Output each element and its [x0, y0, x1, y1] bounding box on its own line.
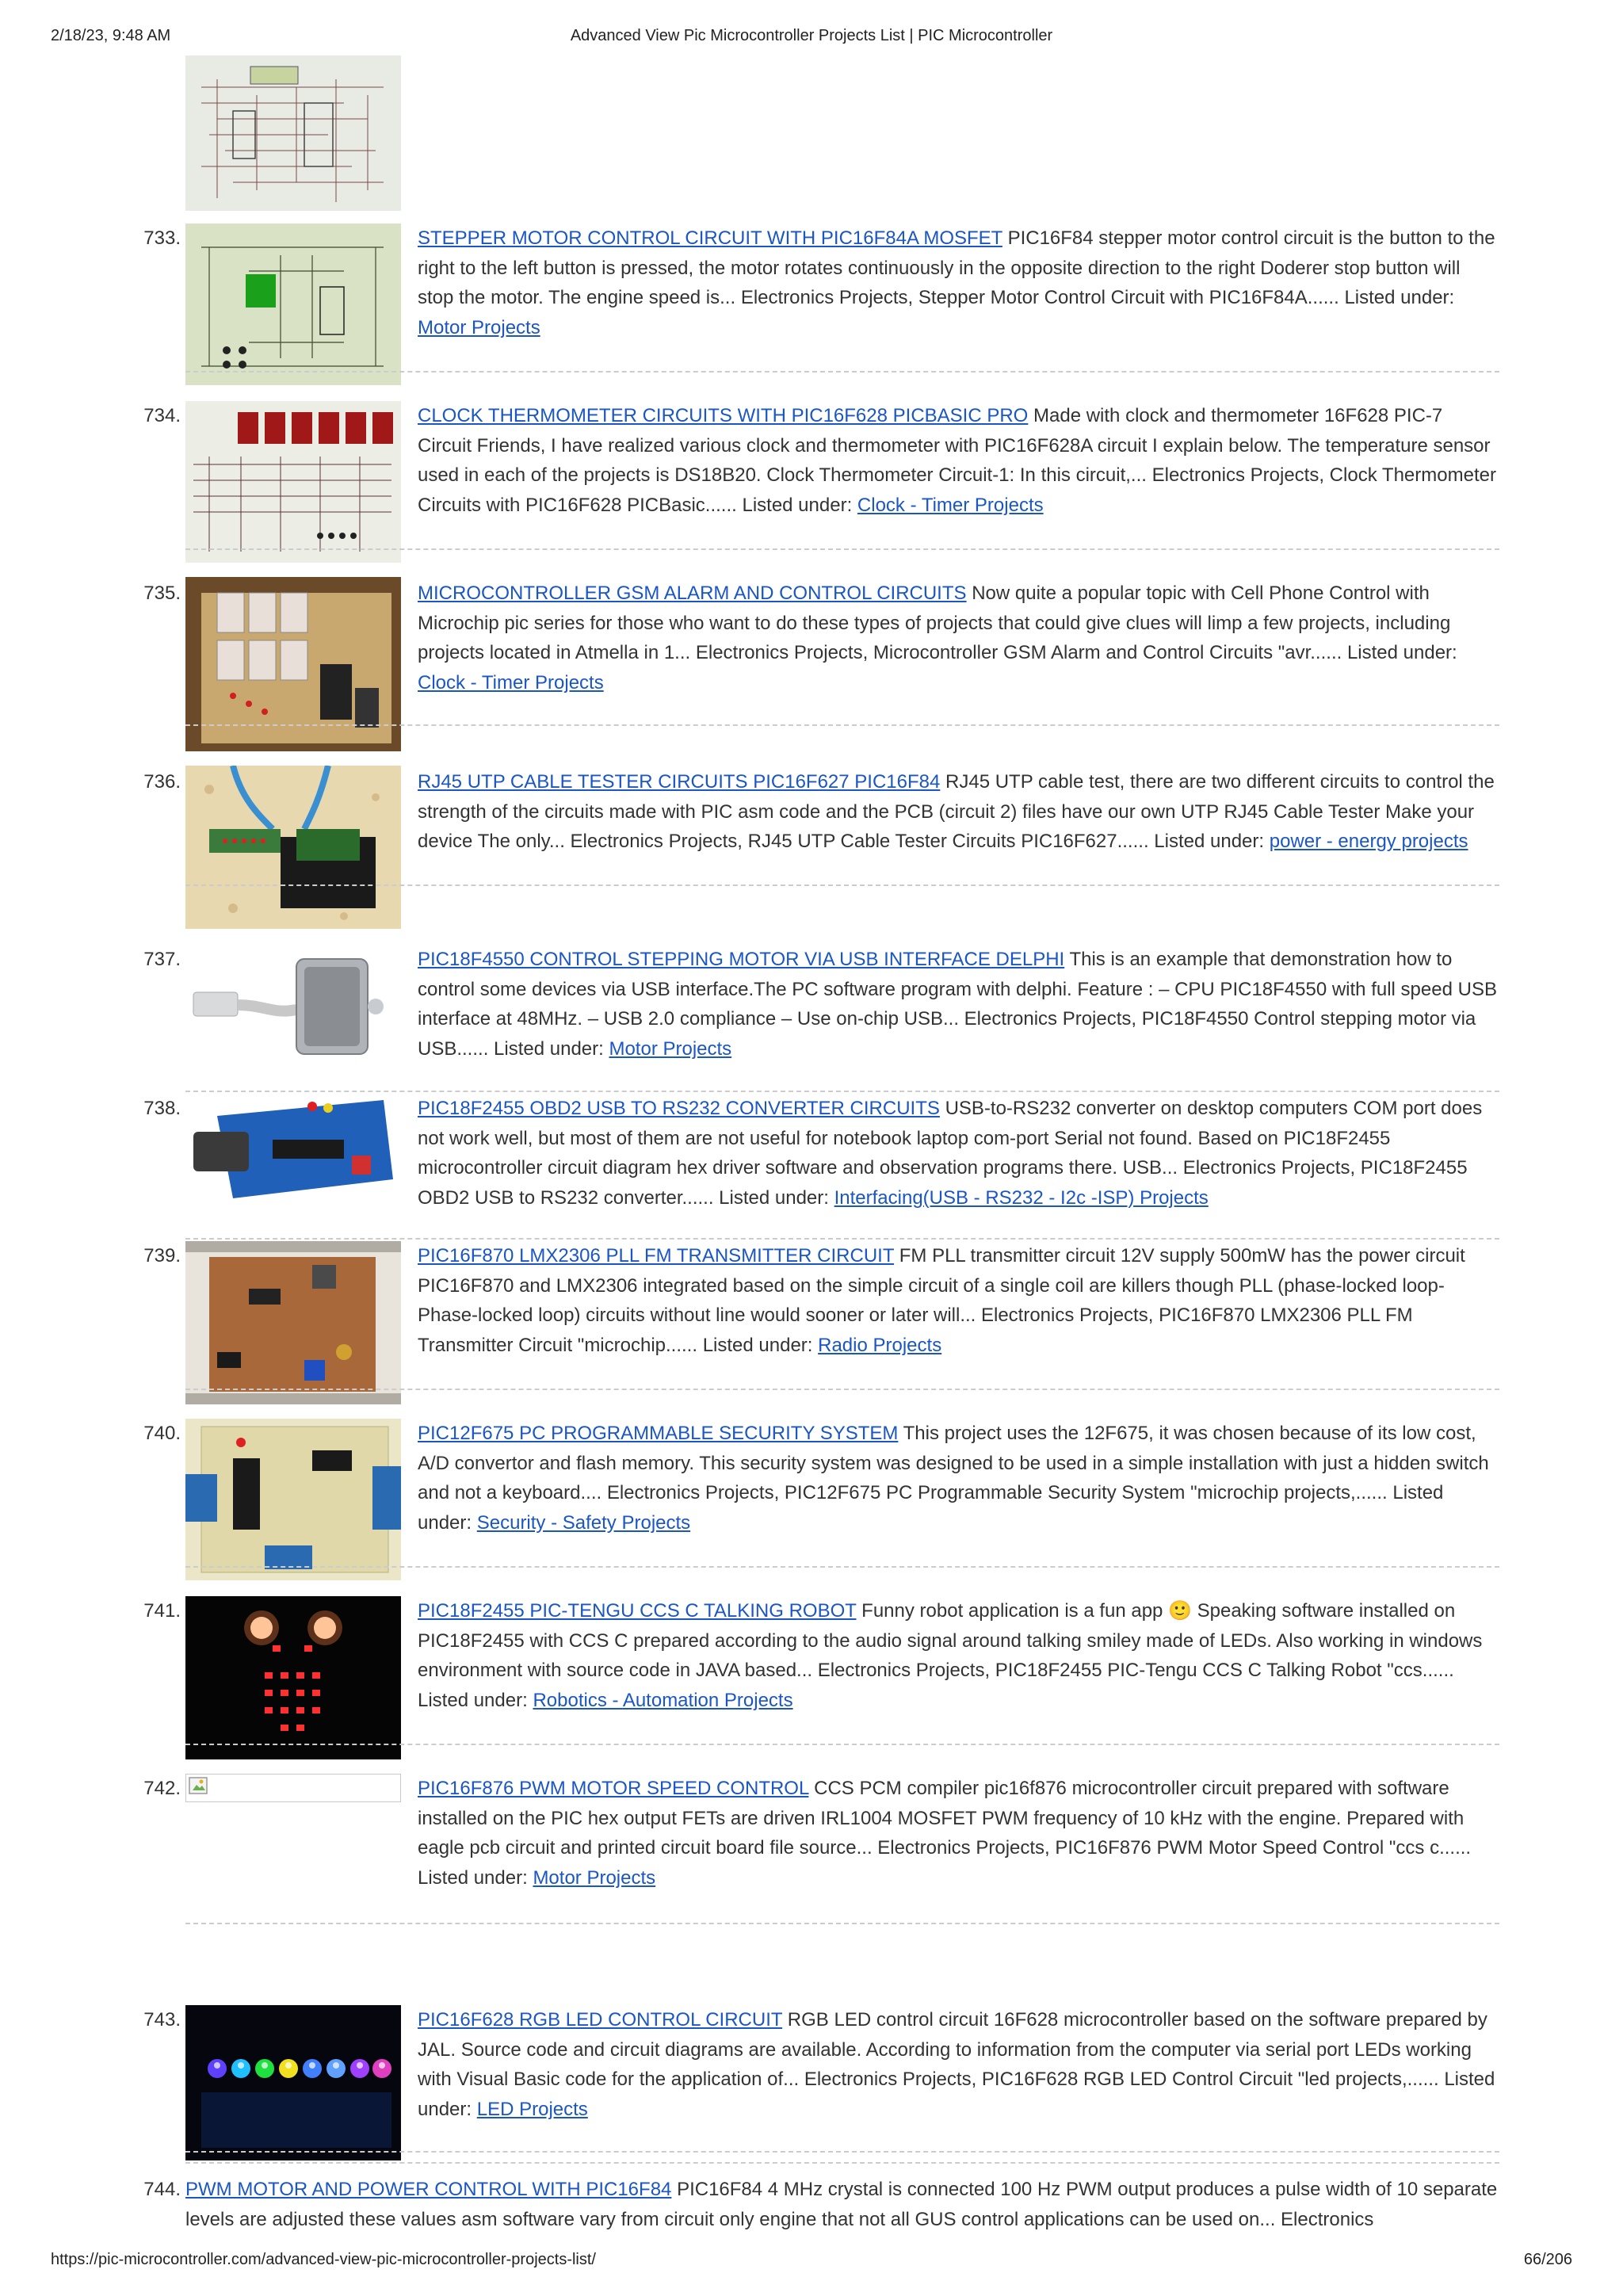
listed-under-label: Listed under:: [719, 1186, 829, 1209]
item-description: Made with clock and thermometer 16F628 PIC-7 Circuit Friends, I have realized various clock and thermometer with PIC16F628A circuit I explain below. The temperature sensor used in each of the projects is DS18B20. Clock Thermometer Circuit-1: In this circuit,... Electronics Projects, Clock Thermometer Circuits with PIC16F628 PICBasic......: [418, 405, 1496, 516]
item-number: 743.: [143, 2009, 181, 2030]
item-separator: [185, 2162, 1499, 2164]
item-separator: [185, 371, 1499, 372]
item-description: RJ45 UTP cable test, there are two different circuits to control the strength of the circuits made with PIC asm code and the PCB (circuit 2) files have our own UTP RJ45 Cable Tester Make your device The only... Electronics Projects, RJ45 UTP Cable Tester Circuits PIC16F627......: [418, 771, 1495, 852]
item-separator: [185, 1923, 1499, 1924]
item-number: 734.: [143, 405, 181, 426]
item-title-link[interactable]: STEPPER MOTOR CONTROL CIRCUIT WITH PIC16F84A MOSFET: [418, 227, 1002, 249]
item-separator: [185, 1744, 1499, 1745]
item-number: 737.: [143, 949, 181, 970]
item-title-link[interactable]: PIC16F628 RGB LED CONTROL CIRCUIT: [418, 2009, 783, 2030]
listed-under-label: Listed under:: [494, 1037, 604, 1060]
item-description: Now quite a popular topic with Cell Phone Control with Microchip pic series for those who want to do these types of projects that could give clues will limp a few projects, including projects located in Atmella in 1... Electronics Projects, Microcontroller GSM Alarm and Control Circuits "avr......: [418, 583, 1451, 663]
item-description: PIC16F84 stepper motor control circuit is the button to the right to the left button is pressed, the motor rotates continuously in the opposite direction to the right Doderer stop button will stop the motor. The engine speed is... Electronics Projects, Stepper Motor Control Circuit with PIC16F84A......: [418, 227, 1495, 308]
item-text: [418, 401, 1499, 520]
item-number: 733.: [143, 227, 181, 249]
item-separator: [185, 1566, 1499, 1568]
print-page-title: Advanced View Pic Microcontroller Projects List | PIC Microcontroller: [570, 27, 1053, 44]
broken-image-placeholder[interactable]: [185, 1774, 401, 1802]
item-description: This is an example that demonstration how to control some devices via USB interface.The PC software program with delphi. Feature : – CPU PIC18F4550 with full speed USB interface at 48MHz. – USB 2.0 compliance – Use on-chip USB... Electronics Projects, PIC18F4550 Control stepping motor via USB......: [418, 949, 1497, 1060]
category-link[interactable]: power - energy projects: [1269, 831, 1468, 852]
item-thumbnail[interactable]: [185, 2005, 401, 2160]
broken-image-icon: [188, 1776, 210, 1797]
item-text: [418, 1596, 1499, 1715]
item-description: RGB LED control circuit 16F628 microcontroller based on the software prepared by JAL. Source code and circuit diagrams are available. According to information from the computer via serial port LEDs working with Visual Basic code for the application of... Electronics Projects, PIC16F628 RGB LED Control Circuit "led projects,......: [418, 2009, 1487, 2090]
item-separator: [185, 724, 1499, 726]
item-thumbnail[interactable]: [185, 1241, 401, 1404]
listed-under-label: Listed under:: [742, 494, 853, 516]
item-title-link[interactable]: RJ45 UTP CABLE TESTER CIRCUITS PIC16F627 PIC16F84: [418, 771, 941, 793]
item-thumbnail[interactable]: [185, 1092, 401, 1206]
item-thumbnail[interactable]: [185, 943, 401, 1078]
item-title-link[interactable]: PIC12F675 PC PROGRAMMABLE SECURITY SYSTEM: [418, 1423, 899, 1444]
item-separator: [185, 884, 1499, 886]
item-description: USB-to-RS232 converter on desktop computers COM port does not work well, but most of them are not useful for notebook laptop com-port Serial not found. Based on PIC18F2455 microcontroller circuit diagram hex driver software and observation programs there. USB... Electronics Projects, PIC18F2455 OBD2 USB to RS232 converter......: [418, 1098, 1483, 1209]
item-number: 736.: [143, 771, 181, 793]
category-link[interactable]: Clock - Timer Projects: [857, 494, 1044, 516]
item-title-link[interactable]: PIC18F4550 CONTROL STEPPING MOTOR VIA USB INTERFACE DELPHI: [418, 949, 1065, 970]
item-title-link[interactable]: PIC16F870 LMX2306 PLL FM TRANSMITTER CIRCUIT: [418, 1245, 895, 1266]
item-text: [418, 1241, 1499, 1360]
item-text: [418, 1774, 1499, 1893]
item-text: [418, 1419, 1499, 1538]
item-separator: [185, 1389, 1499, 1390]
item-number: 740.: [143, 1423, 181, 1444]
listed-under-label: Listed under:: [1154, 831, 1265, 852]
category-link[interactable]: Motor Projects: [533, 1866, 656, 1889]
listed-under-label: Listed under:: [1346, 642, 1457, 663]
category-link[interactable]: Security - Safety Projects: [476, 1511, 691, 1534]
item-number: 738.: [143, 1098, 181, 1119]
category-link[interactable]: Motor Projects: [609, 1037, 732, 1060]
item-text: [418, 945, 1499, 1064]
item-text: [418, 579, 1499, 697]
item-number: 741.: [143, 1600, 181, 1622]
listed-under-label: Listed under:: [1344, 287, 1455, 308]
category-link[interactable]: Motor Projects: [418, 316, 540, 338]
item-separator: [185, 2151, 1499, 2153]
item-text: [418, 2005, 1499, 2124]
item-description: This project uses the 12F675, it was chosen because of its low cost, A/D convertor and flash memory. This security system was designed to be used in a simple installation with just a hidden switch and not a keyboard.... Electronics Projects, PIC12F675 PC Programmable Security System "microchip projects,......: [418, 1423, 1489, 1503]
item-title-link[interactable]: MICROCONTROLLER GSM ALARM AND CONTROL CIRCUITS: [418, 583, 967, 604]
item-description: PIC16F84 4 MHz crystal is connected 100 Hz PWM output produces a pulse width of 10 separate levels are adjusted these values asm software vary from circuit only engine that not all GUS control applications can be used on... Electronics: [185, 2179, 1498, 2230]
item-description: Funny robot application is a fun app 🙂 Speaking software installed on PIC18F2455 with CCS C prepared according to the audio signal around talking smiley made of LEDs. Also working in windows environment with source code in JAVA based... Electronics Projects, PIC18F2455 PIC-Tengu CCS C Talking Robot "ccs......: [418, 1600, 1483, 1681]
listed-under-label: Listed under:: [418, 1482, 1444, 1534]
item-description: CCS PCM compiler pic16f876 microcontroller circuit prepared with software installed on the PIC hex output FETs are driven IRL1004 MOSFET PWM frequency of 10 kHz with the engine. Prepared with eagle pcb circuit and printed circuit board file source... Electronics Projects, PIC16F876 PWM Motor Speed Control "ccs c......: [418, 1778, 1472, 1859]
item-thumbnail[interactable]: [185, 401, 401, 563]
listed-under-label: Listed under:: [418, 2069, 1495, 2120]
item-title-link[interactable]: PIC18F2455 PIC-TENGU CCS C TALKING ROBOT: [418, 1600, 857, 1622]
print-url: https://pic-microcontroller.com/advanced-view-pic-microcontroller-projects-list/: [51, 2251, 596, 2268]
item-title-link[interactable]: CLOCK THERMOMETER CIRCUITS WITH PIC16F628 PICBASIC PRO: [418, 405, 1029, 426]
previous-item-thumbnail[interactable]: [185, 55, 401, 211]
item-number: 744.: [143, 2179, 181, 2200]
item-text: [418, 767, 1499, 857]
print-page-number: 66/206: [1523, 2251, 1572, 2268]
listed-under-label: Listed under:: [418, 1866, 528, 1889]
item-title-link[interactable]: PWM MOTOR AND POWER CONTROL WITH PIC16F84: [185, 2179, 672, 2200]
category-link[interactable]: Interfacing(USB - RS232 - I2c -ISP) Projects: [834, 1186, 1209, 1209]
item-title-link[interactable]: PIC16F876 PWM MOTOR SPEED CONTROL: [418, 1778, 809, 1799]
item-thumbnail[interactable]: [185, 1596, 401, 1759]
item-text: [418, 1094, 1499, 1213]
item-number: 739.: [143, 1245, 181, 1266]
category-link[interactable]: Radio Projects: [818, 1334, 942, 1356]
item-description: FM PLL transmitter circuit 12V supply 500mW has the power circuit PIC16F870 and LMX2306 integrated based on the simple circuit of a single coil are killers though PLL (phase-locked loop-Phase-locked loop) circuits without line would sooner or later will... Electronics Projects, PIC16F870 LMX2306 PLL FM Transmitter Circuit "microchip......: [418, 1245, 1465, 1356]
category-link[interactable]: LED Projects: [476, 2098, 588, 2120]
listed-under-label: Listed under:: [418, 1689, 528, 1711]
item-text: [418, 223, 1499, 342]
item-title-link[interactable]: PIC18F2455 OBD2 USB TO RS232 CONVERTER CIRCUITS: [418, 1098, 940, 1119]
item-text: [185, 2175, 1499, 2234]
item-separator: [185, 548, 1499, 550]
item-number: 742.: [143, 1778, 181, 1799]
item-thumbnail[interactable]: [185, 766, 401, 929]
item-number: 735.: [143, 583, 181, 604]
print-datetime: 2/18/23, 9:48 AM: [51, 27, 171, 44]
listed-under-label: Listed under:: [702, 1334, 813, 1356]
category-link[interactable]: Robotics - Automation Projects: [533, 1689, 793, 1711]
item-separator: [185, 1238, 1499, 1240]
item-thumbnail[interactable]: [185, 1419, 401, 1580]
category-link[interactable]: Clock - Timer Projects: [418, 671, 604, 693]
item-thumbnail[interactable]: [185, 223, 401, 385]
